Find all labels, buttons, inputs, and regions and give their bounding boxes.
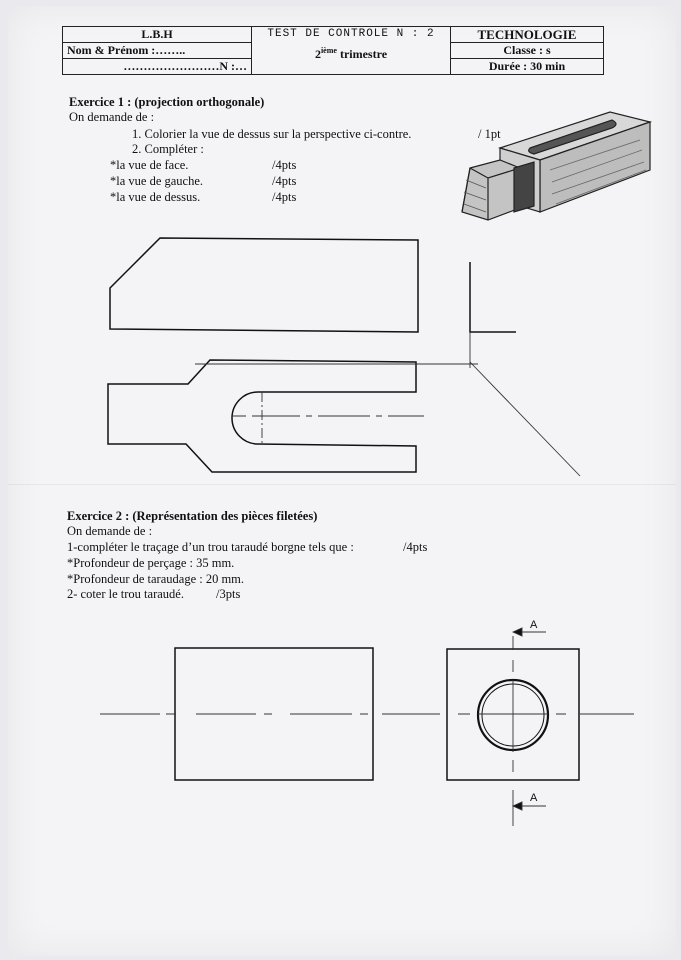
number-field: ……………………N :…: [123, 59, 247, 73]
subject-name: TECHNOLOGIE: [477, 27, 577, 42]
semester-word: trimestre: [339, 47, 388, 61]
semester-superscript: ième: [320, 46, 337, 55]
section-arrow-bottom: [513, 802, 522, 810]
exercise2-title: Exercice 2 : (Représentation des pièces filetées): [67, 509, 318, 523]
section-label-bottom: A: [530, 792, 538, 804]
section-label-top: A: [530, 619, 538, 631]
name-field: Nom & Prénom :……..: [67, 43, 186, 57]
exercise1-item1: 1. Colorier la vue de dessus sur la perspective ci-contre.: [132, 127, 412, 141]
duration-field: Durée : 30 min: [488, 59, 566, 73]
exercise1-sub-front: *la vue de face.: [110, 158, 189, 172]
school-name: L.B.H: [141, 27, 173, 41]
exercise2-line2: *Profondeur de perçage : 35 mm.: [67, 556, 235, 570]
exercise2-line4-points: /3pts: [216, 587, 241, 601]
exercise2-line1: 1-compléter le traçage d’un trou taraudé borgne tels que :: [67, 540, 354, 554]
exercise2-line4: 2- coter le trou taraudé.: [67, 587, 184, 601]
test-title: TEST DE CONTROLE N : 2: [267, 28, 435, 40]
exercise1-sub-top-points: /4pts: [272, 190, 297, 204]
section-arrow-top: [513, 628, 522, 636]
exercise1-item2: 2. Compléter :: [132, 142, 204, 156]
exercise2-line3: *Profondeur de taraudage : 20 mm.: [67, 572, 245, 586]
exercise1-title: Exercice 1 : (projection orthogonale): [69, 95, 265, 109]
exercise2-line1-points: /4pts: [403, 540, 428, 554]
exercise1-sub-front-points: /4pts: [272, 158, 297, 172]
exercise1-sub-left-points: /4pts: [272, 174, 297, 188]
exercise2-intro: On demande de :: [67, 524, 153, 538]
exercise1-sub-left: *la vue de gauche.: [110, 174, 204, 188]
exercise1-sub-top: *la vue de dessus.: [110, 190, 201, 204]
class-field: Classe : s: [503, 43, 551, 57]
exercise1-item1-points: / 1pt: [478, 127, 501, 141]
semester-number: 2: [314, 47, 321, 61]
exercise1-intro: On demande de :: [69, 110, 155, 124]
